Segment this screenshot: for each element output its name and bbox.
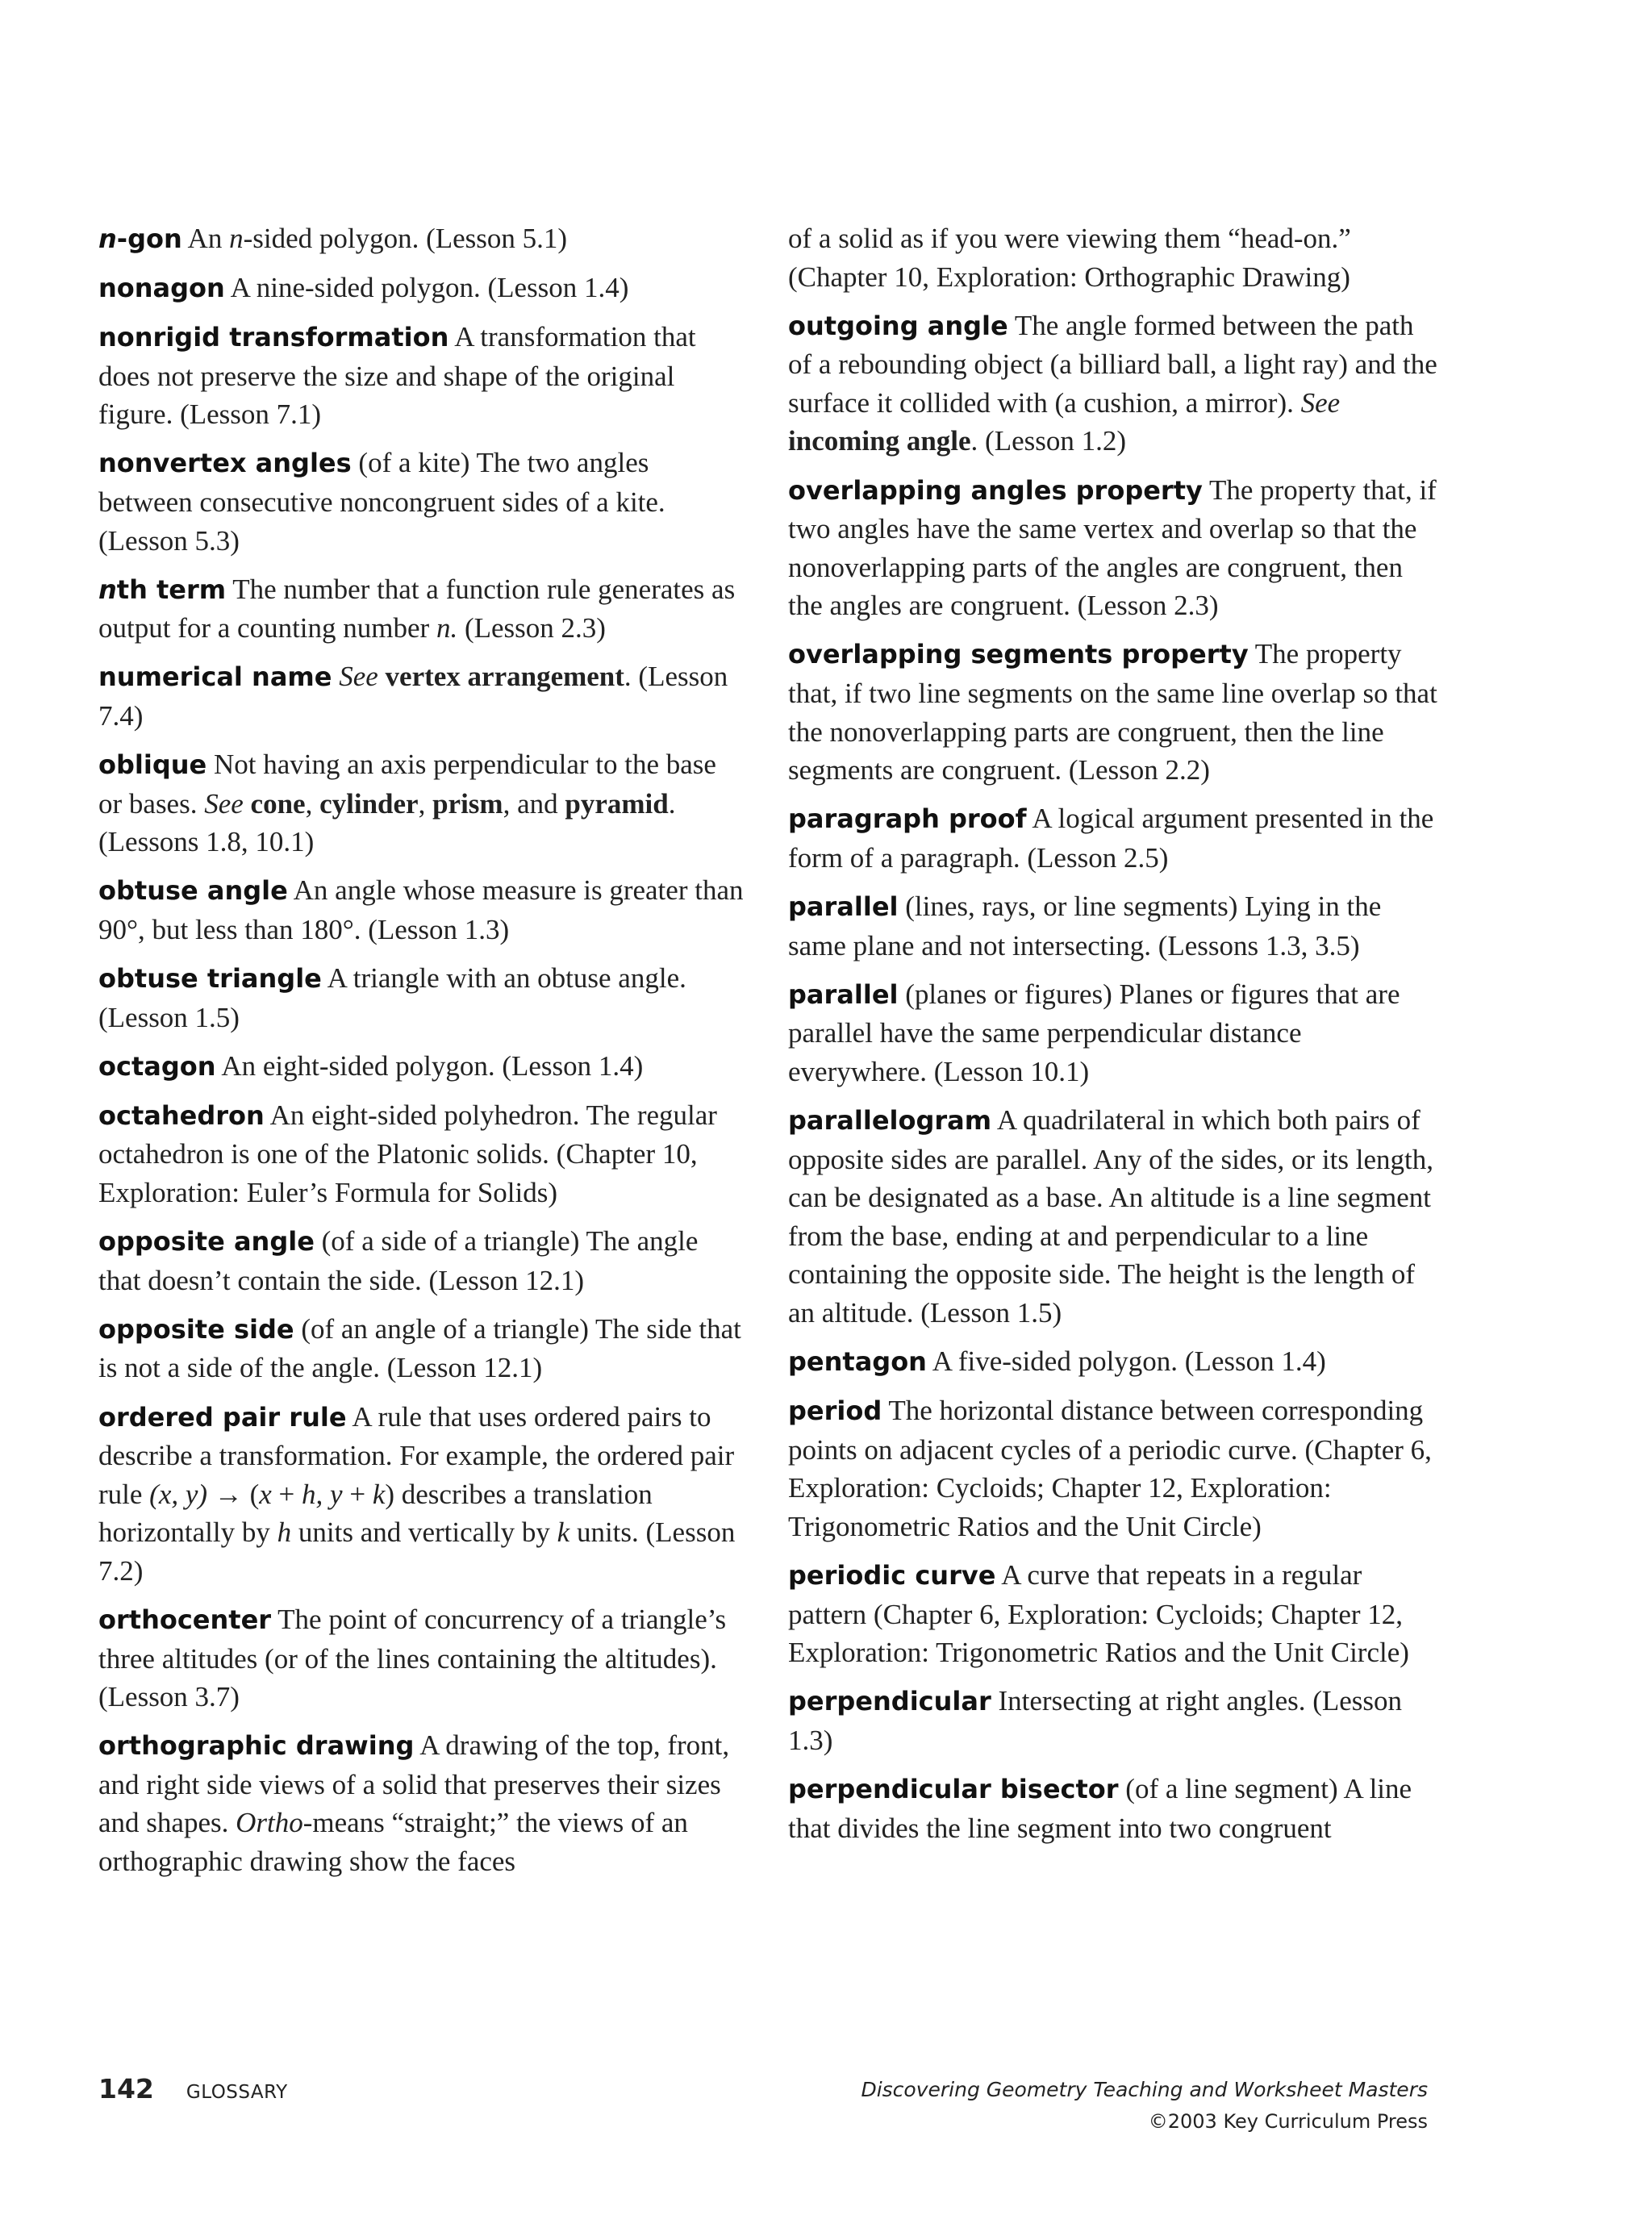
page-footer-left <box>98 2073 288 2104</box>
glossary-entry-octagon: octagon An eight-sided polygon. (Lesson 1.4) <box>98 1049 644 1082</box>
glossary-entry-opposite-angle: opposite angle (of a side of a triangle) The angle that doesn’t contain the side. (Lesson 12.1) <box>98 1225 699 1296</box>
glossary-term: paragraph proof <box>788 803 1027 835</box>
glossary-term: obtuse angle <box>98 875 288 907</box>
glossary-cross-reference: cone <box>250 787 306 820</box>
section-name: GLOSSARY <box>186 2082 288 2103</box>
book-title: Discovering Geometry Teaching and Worksheet Masters <box>861 2078 1428 2101</box>
glossary-entry-numerical-name: numerical name See vertex arrangement. (Lesson 7.4) <box>98 661 728 732</box>
glossary-term: period <box>788 1395 882 1427</box>
glossary-term: outgoing angle <box>788 310 1008 341</box>
glossary-cross-reference: vertex arrangement <box>385 661 624 693</box>
glossary-term: overlapping segments property <box>788 639 1249 670</box>
copyright-notice: ©2003 Key Curriculum Press <box>1148 2110 1428 2133</box>
glossary-entry-parallel-lines: parallel (lines, rays, or line segments) Lying in the same plane and not intersecting. (Lessons 1.3, 3.5) <box>788 891 1382 962</box>
glossary-entry-overlapping-angles-property: overlapping angles property The property that, if two angles have the same vertex and overlap so that the nonoverlapping parts of the angles are congruent, then the angles are congruent. (Lesson 2.3) <box>788 473 1437 622</box>
glossary-entry-overlapping-segments-property: overlapping segments property The property that, if two line segments on the same line overlap so that the nonoverlapping parts are congruent, then the line segments are congruent. (Lesson 2.2) <box>788 638 1437 786</box>
glossary-entry-obtuse-angle: obtuse angle An angle whose measure is greater than 90°, but less than 180°. (Lesson 1.3) <box>98 874 744 945</box>
glossary-term: parallelogram <box>788 1104 992 1136</box>
glossary-term: numerical name <box>98 661 332 693</box>
glossary-cross-reference: prism <box>432 787 503 820</box>
glossary-term: opposite side <box>98 1313 294 1345</box>
glossary-term: n-gon <box>98 223 182 254</box>
glossary-entry-nonagon: nonagon A nine-sided polygon. (Lesson 1.4) <box>98 272 629 304</box>
glossary-term: perpendicular bisector <box>788 1773 1119 1804</box>
glossary-term: nonrigid transformation <box>98 322 449 353</box>
glossary-right-column <box>788 219 1443 1858</box>
glossary-entry-ordered-pair-rule: ordered pair rule A rule that uses ordered pairs to describe a transformation. For example, the ordered pair rule (x, y) → (x + h, y + k) describes a translation horizontally by h units and vertically by k units. (Lesson 7.2) <box>98 1400 736 1587</box>
glossary-term: octahedron <box>98 1099 265 1131</box>
glossary-entry-pentagon: pentagon A five-sided polygon. (Lesson 1.4) <box>788 1345 1326 1378</box>
glossary-entry-obtuse-triangle: obtuse triangle A triangle with an obtuse angle. (Lesson 1.5) <box>98 962 686 1033</box>
glossary-term: nonagon <box>98 273 225 304</box>
glossary-entry-perpendicular: perpendicular Intersecting at right angles. (Lesson 1.3) <box>788 1685 1403 1756</box>
glossary-entry-octahedron: octahedron An eight-sided polyhedron. The regular octahedron is one of the Platonic solids. (Chapter 10, Exploration: Euler’s Formula for Solids) <box>98 1099 717 1209</box>
glossary-term: oblique <box>98 749 207 781</box>
glossary-term: perpendicular <box>788 1686 991 1717</box>
glossary-entry-parallel-planes: parallel (planes or figures) Planes or figures that are parallel have the same perpendicular distance everywhere. (Lesson 10.1) <box>788 978 1400 1087</box>
glossary-entry-n-gon: n-gon An n-sided polygon. (Lesson 5.1) <box>98 223 568 254</box>
glossary-term: octagon <box>98 1050 216 1082</box>
glossary-entry-oblique: oblique Not having an axis perpendicular to the base or bases. See cone, cylinder, prism, and pyramid. (Lessons 1.8, 10.1) <box>98 749 716 858</box>
glossary-term: obtuse triangle <box>98 963 322 995</box>
glossary-term: nth term <box>98 574 227 605</box>
glossary-cross-reference: incoming angle <box>788 425 971 457</box>
glossary-entry-opposite-side: opposite side (of an angle of a triangle) The side that is not a side of the angle. (Lesson 12.1) <box>98 1312 741 1384</box>
glossary-term: pentagon <box>788 1346 927 1378</box>
glossary-entry-nonvertex-angles: nonvertex angles (of a kite) The two angles between consecutive noncongruent sides of a kite. (Lesson 5.3) <box>98 447 665 557</box>
glossary-cross-reference: pyramid <box>565 787 669 820</box>
glossary-term: parallel <box>788 891 899 922</box>
glossary-entry-continuation: of a solid as if you were viewing them “head-on.” (Chapter 10, Exploration: Orthographic Drawing) <box>788 223 1351 293</box>
glossary-term: parallel <box>788 978 899 1010</box>
glossary-left-column <box>98 219 744 1891</box>
page-number: 142 <box>98 2073 154 2104</box>
glossary-cross-reference: cylinder <box>319 787 419 820</box>
glossary-term: opposite angle <box>98 1226 315 1258</box>
glossary-entry-period: period The horizontal distance between corresponding points on adjacent cycles of a periodic curve. (Chapter 6, Exploration: Cycloids; Chapter 12, Exploration: Trigonometric Ratios and the Unit Circle) <box>788 1395 1432 1542</box>
glossary-term: ordered pair rule <box>98 1401 347 1433</box>
glossary-term: overlapping angles property <box>788 474 1203 506</box>
page-footer-right <box>861 2073 1428 2136</box>
glossary-entry-perpendicular-bisector: perpendicular bisector (of a line segment) A line that divides the line segment into two congruent <box>788 1772 1412 1844</box>
glossary-entry-nth-term: nth term The number that a function rule generates as output for a counting number n. (Lesson 2.3) <box>98 573 736 644</box>
glossary-term: periodic curve <box>788 1560 996 1591</box>
glossary-entry-orthocenter: orthocenter The point of concurrency of a triangle’s three altitudes (or of the lines containing the altitudes). (Lesson 3.7) <box>98 1604 727 1713</box>
glossary-entry-orthographic-drawing: orthographic drawing A drawing of the top, front, and right side views of a solid that preserves their sizes and shapes. Ortho-means “straight;” the views of an orthographic drawing show the faces <box>98 1729 730 1878</box>
glossary-entry-paragraph-proof: paragraph proof A logical argument presented in the form of a paragraph. (Lesson 2.5) <box>788 803 1434 874</box>
glossary-entry-outgoing-angle: outgoing angle The angle formed between the path of a rebounding object (a billiard ball, a light ray) and the surface it collided with (a cushion, a mirror). See incoming angle. (Lesson 1.2) <box>788 309 1437 457</box>
glossary-term: orthocenter <box>98 1604 272 1635</box>
glossary-entry-nonrigid-transformation: nonrigid transformation A transformation that does not preserve the size and shape of the original figure. (Lesson 7.1) <box>98 321 696 431</box>
glossary-entry-periodic-curve: periodic curve A curve that repeats in a regular pattern (Chapter 6, Exploration: Cycloids; Chapter 12, Exploration: Trigonometric Ratios and the Unit Circle) <box>788 1559 1409 1669</box>
glossary-entry-parallelogram: parallelogram A quadrilateral in which both pairs of opposite sides are parallel. Any of the sides, or its length, can be designated as a base. An altitude is a line segment from the base, ending at and perpendicular to a line containing the opposite side. The height is the length of an altitude. (Lesson 1.5) <box>788 1103 1433 1329</box>
glossary-term: orthographic drawing <box>98 1730 415 1762</box>
glossary-term: nonvertex angles <box>98 448 352 479</box>
